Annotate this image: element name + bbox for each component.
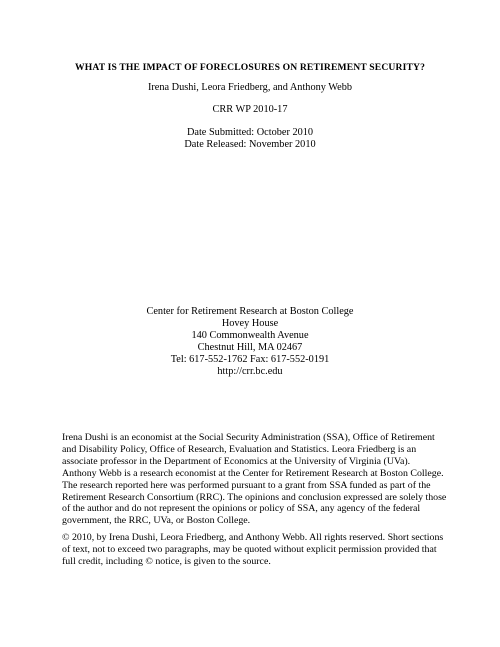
- bio-line: Irena Dushi is an economist at the Social Security Administration (SSA), Office of Retirement: [62, 432, 435, 443]
- copyright-line: © 2010, by Irena Dushi, Leora Friedberg, and Anthony Webb. All rights reserved. Short sections: [62, 532, 444, 543]
- address-line-org: Center for Retirement Research at Boston College: [146, 306, 354, 317]
- bio-line: Anthony Webb is a research economist at the Center for Retirement Research at Boston College.: [62, 467, 444, 479]
- copyright-paragraph: [62, 532, 442, 568]
- bio-line: associate professor in the Department of Economics at the University of Virginia (UVa).: [62, 455, 411, 467]
- author-bio-paragraph: [62, 432, 447, 527]
- address-line-phone: Tel: 617-552-1762 Fax: 617-552-0191: [170, 354, 330, 365]
- copyright-line: full credit, including © notice, is given to the source.: [62, 555, 271, 567]
- date-block: [0, 127, 500, 151]
- date-released: Date Released: November 2010: [184, 139, 316, 150]
- copyright-line: of text, not to exceed two paragraphs, may be quoted without explicit permission provided that: [62, 543, 437, 555]
- address-line-url: http://crr.bc.edu: [217, 366, 283, 377]
- paper-title: WHAT IS THE IMPACT OF FORECLOSURES ON RETIREMENT SECURITY?: [74, 62, 426, 73]
- address-block: [0, 306, 500, 378]
- author-list: Irena Dushi, Leora Friedberg, and Anthony Webb: [147, 82, 353, 93]
- working-paper-number: CRR WP 2010-17: [212, 104, 288, 115]
- bio-line: of the author and do not represent the opinions or policy of SSA, any agency of the federal: [62, 503, 421, 515]
- address-line-street: 140 Commonwealth Avenue: [191, 330, 309, 341]
- date-submitted: Date Submitted: October 2010: [186, 127, 314, 138]
- address-line-building: Hovey House: [221, 318, 279, 329]
- bio-line: The research reported here was performed pursuant to a grant from SSA funded as part of the: [62, 479, 431, 491]
- bio-line: government, the RRC, UVa, or Boston College.: [62, 515, 251, 527]
- bio-line: Retirement Research Consortium (RRC). The opinions and conclusion expressed are solely those: [62, 491, 447, 503]
- address-line-city: Chestnut Hill, MA 02467: [197, 342, 303, 353]
- bio-line: and Disability Policy, Office of Research, Evaluation and Statistics. Leora Friedberg is an: [62, 443, 417, 455]
